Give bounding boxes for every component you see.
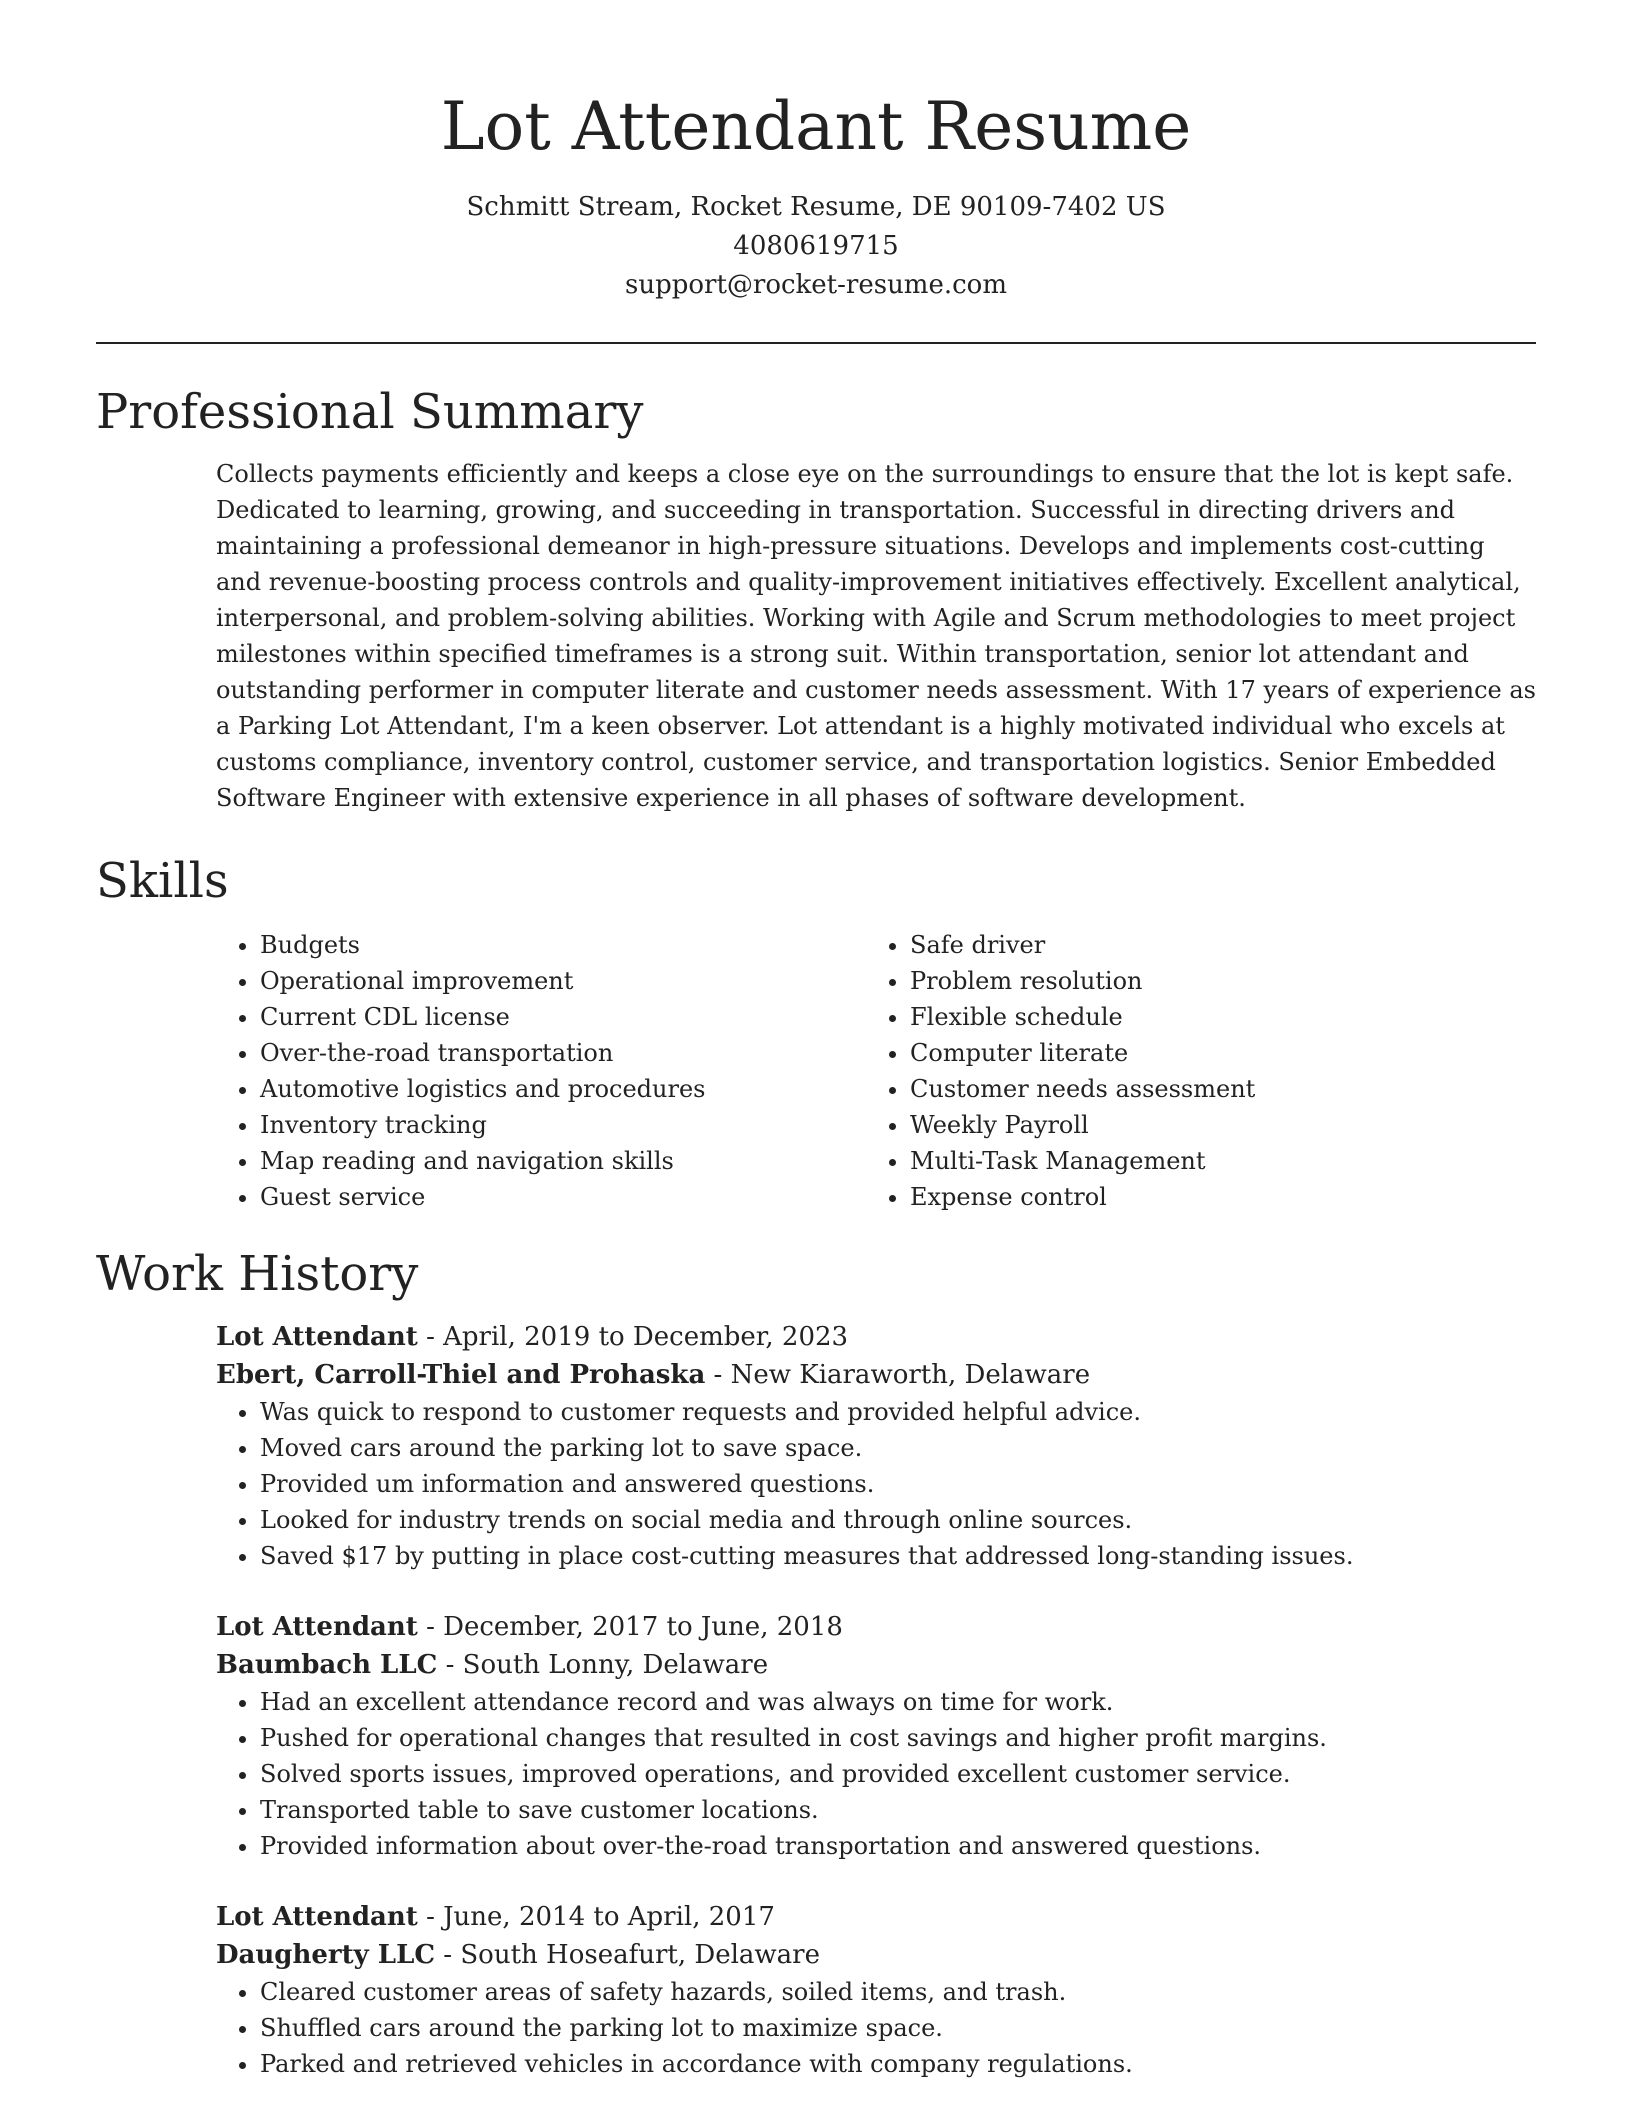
skill-item: • Guest service — [260, 1179, 866, 1215]
job-duty: • Had an excellent attendance record and was always on time for work. — [260, 1684, 1536, 1720]
job-duty: • Parked and retrieved vehicles in accordance with company regulations. — [260, 2046, 1536, 2082]
job-duty: • Shuffled cars around the parking lot to maximize space. — [260, 2010, 1536, 2046]
skill-item: • Over-the-road transportation — [260, 1035, 866, 1071]
job-location: - South Hoseafurt, Delaware — [435, 1940, 820, 1970]
job-duty: • Cleared customer areas of safety hazards, soiled items, and trash. — [260, 1974, 1536, 2010]
skill-item: • Problem resolution — [910, 963, 1516, 999]
work-history-heading: Work History — [96, 1246, 419, 1302]
job-duty: • Moved cars around the parking lot to save space. — [260, 1430, 1536, 1466]
job-role: Lot Attendant — [216, 1322, 418, 1352]
work-history-section — [96, 1244, 1536, 2082]
job-duties — [216, 1974, 1536, 2082]
skill-item: • Flexible schedule — [910, 999, 1516, 1035]
job-duty: • Provided um information and answered questions. — [260, 1466, 1536, 1502]
resume-header — [0, 84, 1632, 305]
job-duties — [216, 1394, 1536, 1574]
skill-item: • Multi-Task Management — [910, 1143, 1516, 1179]
summary-heading: Professional Summary — [96, 384, 644, 440]
job-duty: • Transported table to save customer locations. — [260, 1792, 1536, 1828]
job-company-line — [216, 1936, 1536, 1974]
contact-email: support@rocket-resume.com — [624, 270, 1007, 300]
skill-item: • Map reading and navigation skills — [260, 1143, 866, 1179]
job-company: Ebert, Carroll-Thiel and Prohaska — [216, 1360, 706, 1390]
skill-item: • Inventory tracking — [260, 1107, 866, 1143]
job-role: Lot Attendant — [216, 1612, 418, 1642]
job-dates: - December, 2017 to June, 2018 — [417, 1612, 843, 1642]
skill-item: • Computer literate — [910, 1035, 1516, 1071]
job-dates: - June, 2014 to April, 2017 — [417, 1902, 775, 1932]
job-company: Daugherty LLC — [216, 1940, 436, 1970]
skill-item: • Current CDL license — [260, 999, 866, 1035]
skills-body — [216, 927, 1536, 1215]
job-company-line — [216, 1356, 1536, 1394]
skill-item: • Budgets — [260, 927, 866, 963]
job-location: - South Lonny, Delaware — [437, 1650, 769, 1680]
job-title-line — [216, 1898, 1536, 1936]
skill-item: • Automotive logistics and procedures — [260, 1071, 866, 1107]
page-title: Lot Attendant Resume — [440, 88, 1192, 165]
skills-heading: Skills — [96, 853, 229, 909]
job-duty: • Looked for industry trends on social media and through online sources. — [260, 1502, 1536, 1538]
skills-grid — [216, 927, 1536, 1215]
work-history-body — [216, 1318, 1536, 2082]
job-company-line — [216, 1646, 1536, 1684]
job-duties — [216, 1684, 1536, 1864]
job-duty: • Was quick to respond to customer requests and provided helpful advice. — [260, 1394, 1536, 1430]
skills-column-left — [216, 927, 866, 1215]
job-company: Baumbach LLC — [216, 1650, 438, 1680]
job-entry — [216, 1318, 1536, 1574]
contact-info — [0, 188, 1632, 305]
job-duty: • Provided information about over-the-road transportation and answered questions. — [260, 1828, 1536, 1864]
skill-item: • Operational improvement — [260, 963, 866, 999]
summary-section — [96, 382, 1536, 816]
job-title-line — [216, 1318, 1536, 1356]
skill-item: • Expense control — [910, 1179, 1516, 1215]
skills-list-left — [216, 927, 866, 1215]
job-entry — [216, 1608, 1536, 1864]
skill-item: • Weekly Payroll — [910, 1107, 1516, 1143]
job-role: Lot Attendant — [216, 1902, 418, 1932]
contact-address: Schmitt Stream, Rocket Resume, DE 90109-7402 US — [466, 192, 1166, 222]
contact-phone: 4080619715 — [733, 231, 899, 261]
job-dates: - April, 2019 to December, 2023 — [417, 1322, 849, 1352]
header-divider — [96, 342, 1536, 344]
job-entry — [216, 1898, 1536, 2082]
job-location: - New Kiaraworth, Delaware — [705, 1360, 1091, 1390]
skills-list-right — [866, 927, 1516, 1215]
summary-text: Collects payments efficiently and keeps a close eye on the surroundings to ensure that the lot is kept safe. Dedicated to learning, growing, and succeeding in transportation. Successful in directing drivers and maintaining a professional demeanor in high-pressure situations. Develops and implements cost-cutting and revenue-boosting process controls and quality-improvement initiatives effectively. Excellent analytical, interpersonal, and problem-solving abilities. Working with Agile and Scrum methodologies to meet project milestones within specified timeframes is a strong suit. Within transportation, senior lot attendant and outstanding performer in computer literate and customer needs assessment. With 17 years of experience as a Parking Lot Attendant, I'm a keen observer. Lot attendant is a highly motivated individual who excels at customs compliance, inventory control, customer service, and transportation logistics. Senior Embedded Software Engineer with extensive experience in all phases of software development. — [216, 460, 1536, 812]
job-duty: • Saved $17 by putting in place cost-cutting measures that addressed long-standing issues. — [260, 1538, 1536, 1574]
skills-section — [96, 851, 1536, 1215]
job-duty: • Solved sports issues, improved operations, and provided excellent customer service. — [260, 1756, 1536, 1792]
skill-item: • Safe driver — [910, 927, 1516, 963]
skill-item: • Customer needs assessment — [910, 1071, 1516, 1107]
job-title-line — [216, 1608, 1536, 1646]
skills-column-right — [866, 927, 1516, 1215]
job-duty: • Pushed for operational changes that resulted in cost savings and higher profit margins. — [260, 1720, 1536, 1756]
summary-body — [216, 456, 1536, 816]
